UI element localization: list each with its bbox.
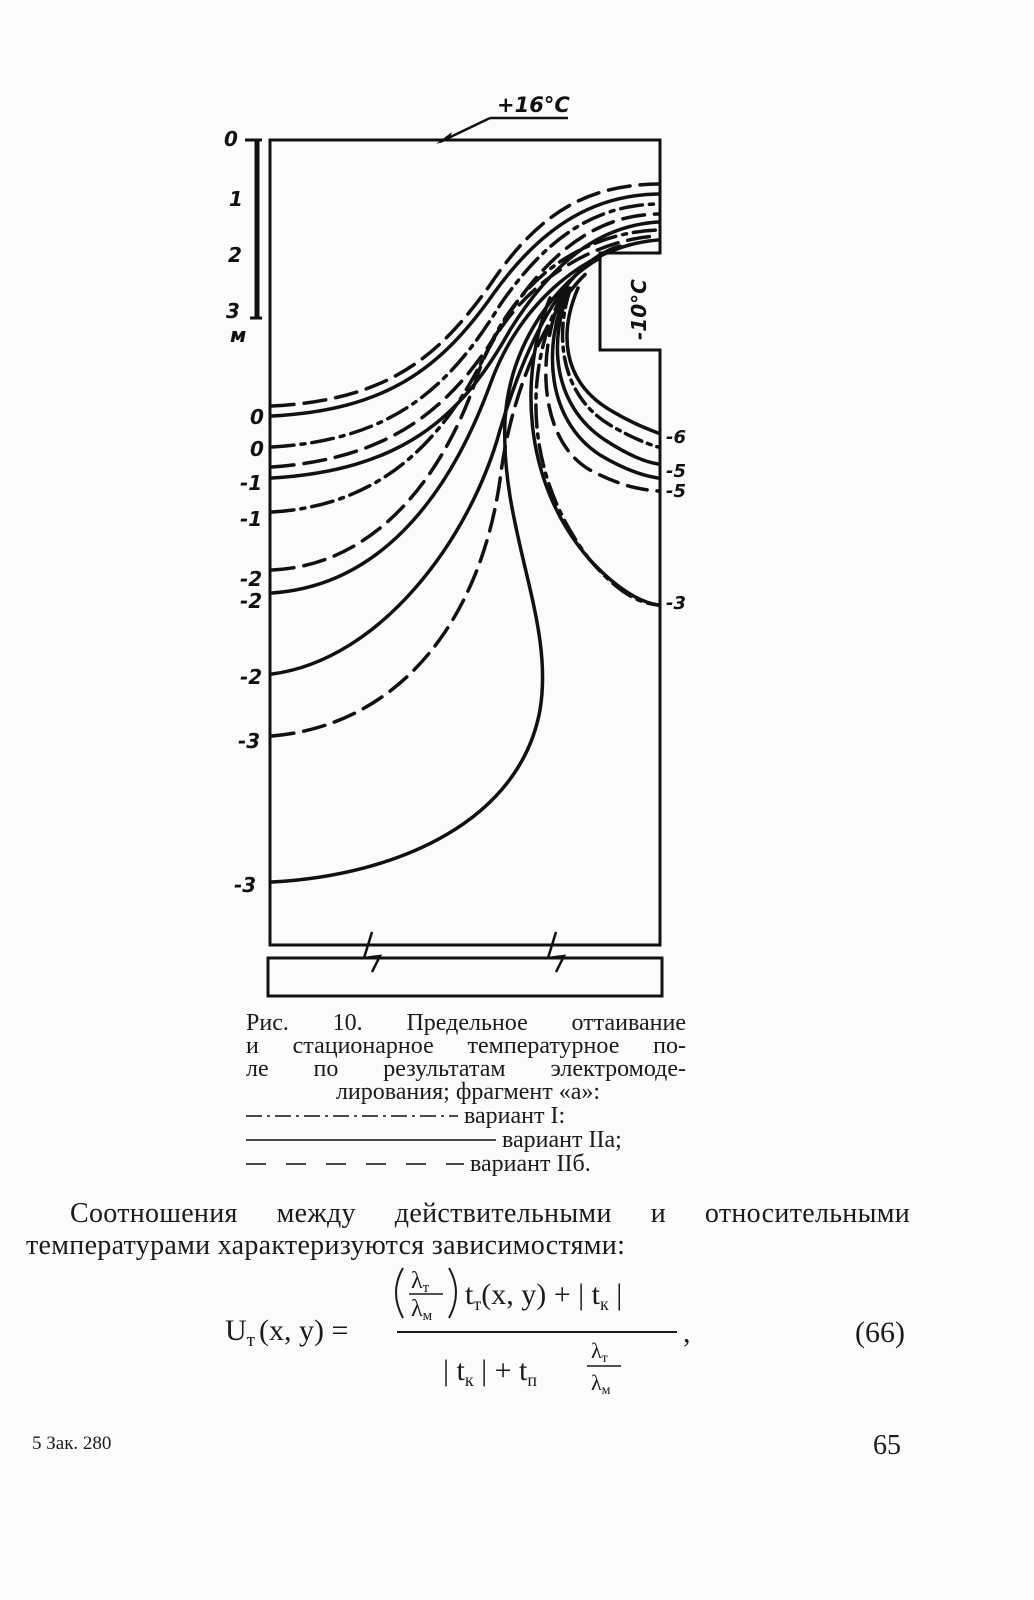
svg-text:λт: λт <box>591 1338 608 1366</box>
caption-line-1: Рис. 10. Предельное оттаивание <box>246 1010 686 1036</box>
svg-text:-1: -1 <box>240 507 263 531</box>
svg-text:-2: -2 <box>240 665 263 689</box>
svg-text:-3: -3 <box>238 729 261 753</box>
svg-text:0: 0 <box>250 437 264 461</box>
body-line-1: Соотношения между действительными и относительными <box>70 1198 910 1229</box>
svg-text:tт(x, y) + | tк |: $t_т(x$, y) + | $t_к$ | <box>465 1278 623 1314</box>
svg-text:-6: -6 <box>666 427 686 448</box>
figure-caption <box>246 1012 686 1176</box>
svg-text:-3: -3 <box>666 593 686 614</box>
body-line-2: температурами характеризуются зависимостями: <box>26 1230 626 1261</box>
svg-text:,: , <box>683 1316 691 1349</box>
caption-line-4: лирования; фрагмент «а»: <box>335 1079 601 1105</box>
svg-text:-2: -2 <box>240 589 263 613</box>
lower-strip <box>268 958 662 996</box>
legend-item-variant-1: вариант I: <box>246 1104 686 1128</box>
body-paragraph <box>26 1198 910 1262</box>
svg-text:-2: -2 <box>240 567 263 591</box>
scale-tick-3: 3 <box>226 299 240 323</box>
scale-tick-2: 2 <box>228 243 242 267</box>
scale-unit: м <box>230 323 247 347</box>
formula-66 <box>225 1260 915 1410</box>
legend-dashdot-line <box>246 1111 458 1121</box>
svg-text:λт: λт <box>411 1268 430 1296</box>
svg-text:Uт(x, y) =: $U_т$ (x, y) = <box>225 1314 349 1351</box>
scale-tick-0: 0 <box>224 127 238 151</box>
top-temp-label: +16°C <box>497 93 570 117</box>
svg-text:λм: λм <box>591 1370 611 1398</box>
svg-text:λм: λм <box>411 1296 433 1324</box>
inner-temp-label: -10°C <box>627 279 651 340</box>
caption-line-2: и стационарное температурное по- <box>246 1033 686 1059</box>
svg-text:| tк | + tп: | $t_к$ | + $t_п$ <box>443 1354 537 1390</box>
svg-text:-3: -3 <box>234 873 257 897</box>
legend-solid-line <box>246 1135 496 1145</box>
scale-bar <box>224 127 262 347</box>
scale-tick-1: 1 <box>229 187 243 211</box>
equation-number: (66) <box>855 1316 905 1349</box>
svg-text:-1: -1 <box>240 471 263 495</box>
right-isotherm-labels <box>666 427 686 614</box>
page-number: 65 <box>873 1430 901 1461</box>
left-isotherm-labels <box>234 405 264 897</box>
legend-item-variant-2a: вариант IIа; <box>246 1128 686 1152</box>
isotherm-solid-3a <box>272 258 600 882</box>
svg-text:-5: -5 <box>666 481 686 502</box>
svg-text:-5: -5 <box>666 461 686 482</box>
legend-dashed-line <box>246 1159 464 1169</box>
caption-line-3: ле по результатам электромоде- <box>246 1056 686 1082</box>
legend-item-variant-2b: вариант IIб. <box>246 1152 686 1176</box>
footer-signature: 5 Зак. 280 <box>32 1433 112 1454</box>
svg-text:0: 0 <box>250 405 264 429</box>
